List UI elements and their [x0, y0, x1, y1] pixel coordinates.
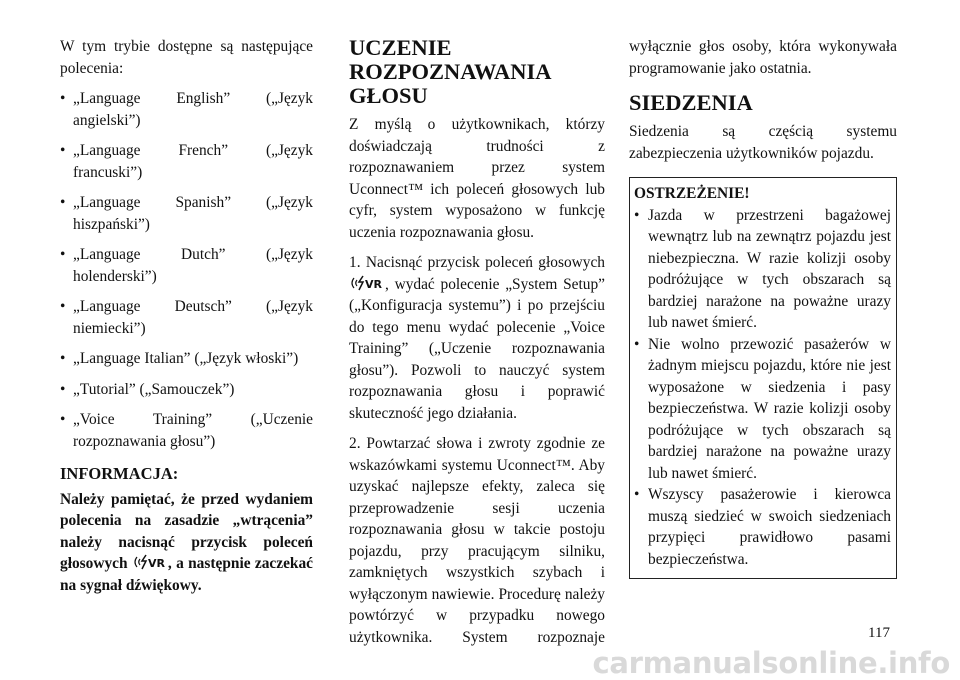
list-item: • „Language Spanish” („Język hiszpański”): [60, 192, 313, 235]
section-heading-voice-training: UCZENIE ROZPOZNAWANIA GŁOSU: [349, 35, 551, 108]
info-text: [60, 489, 313, 597]
step-1-start: 1. Nacisnąć przycisk poleceń głosowych: [349, 254, 605, 271]
seats-intro: Siedzenia są częścią systemu zabezpieczenia użytkowników pojazdu.: [629, 123, 897, 162]
step-2: 2. Powtarzać słowa i zwroty zgodnie ze wskazówkami systemu Uconnect™. Aby uzyskać najlepsze efekty, zaleca się przeprowadzenie sesji uczenia rozpoznawania głosu w takcie postoju pojazdu, przy pracującym silniku, zamkniętych wszystkich szybach i wyłączonym nawiewie. Procedurę należy powtórzyć w przypadku nowego użytkownika. System rozpoznaje: [349, 435, 605, 646]
warning-list: [634, 205, 891, 571]
list-item: • „Language French” („Język francuski”): [60, 140, 313, 183]
warning-box: [629, 177, 897, 579]
info-text-end: , a następnie zaczekać na sygnał dźwiękowy.: [60, 555, 313, 594]
voice-recognition-icon: [349, 275, 385, 291]
section-heading-seats: SIEDZENIA: [629, 90, 753, 115]
list-item: • „Language Deutsch” („Język niemiecki”): [60, 296, 313, 339]
watermark: carmanualsonline.info: [592, 645, 950, 680]
column-left: [60, 36, 313, 596]
svg-text:VR: VR: [147, 557, 165, 570]
command-list: [60, 88, 313, 452]
list-item: • „Voice Training” („Uczenie rozpoznawania głosu”): [60, 409, 313, 452]
step-1: [349, 252, 605, 424]
info-text-start: Należy pamiętać, że przed wydaniem polecenia na zasadzie „wtrącenia” należy nacisnąć przycisk poleceń głosowych: [60, 490, 313, 572]
warning-item: • Jazda w przestrzeni bagażowej wewnątrz lub na zewnątrz pojazdu jest niebezpieczna. W razie kolizji osoby podróżujące w tych obszarach są bardziej narażone na poważne urazy lub nawet śmierć.: [634, 205, 891, 334]
svg-text:VR: VR: [365, 277, 382, 291]
warning-item: • Wszyscy pasażerowie i kierowca muszą siedzieć w swoich siedzeniach przypięci prawidłowo pasami bezpieczeństwa.: [634, 484, 891, 570]
column-middle: [349, 36, 605, 670]
continuation-text: wyłącznie głos osoby, która wykonywała programowanie jako ostatnia.: [629, 38, 897, 77]
step-1-end: , wydać polecenie „System Setup” („Konfiguracja systemu”) i po przejściu do tego menu wydać polecenie „Voice Training” („Uczenie rozpoznawania głosu”). Pozwoli to nauczyć system rozpoznawania głosu i poprawić skuteczność jego działania.: [349, 275, 605, 422]
page-number: 117: [868, 625, 890, 641]
voice-recognition-icon: [132, 554, 168, 570]
warning-title: OSTRZEŻENIE!: [634, 185, 750, 202]
voice-training-intro: Z myślą o użytkownikach, którzy doświadczają trudności z rozpoznawaniem przez system Uconnect™ ich poleceń głosowych lub cyfr, system wyposażono w funkcję uczenia rozpoznawania głosu.: [349, 116, 605, 241]
info-heading: INFORMACJA:: [60, 464, 179, 483]
intro-text: W tym trybie dostępne są następujące polecenia:: [60, 38, 313, 77]
list-item: • „Language English” („Język angielski”): [60, 88, 313, 131]
column-right: [629, 36, 897, 579]
list-item: • „Language Italian” („Język włoski”): [60, 348, 313, 370]
list-item: • „Language Dutch” („Język holenderski”): [60, 244, 313, 287]
warning-item: • Nie wolno przewozić pasażerów w żadnym miejscu pojazdu, które nie jest wyposażone w siedzenia i pasy bezpieczeństwa. W razie kolizji osoby podróżujące w tych obszarach są bardziej narażone na poważne urazy lub nawet śmierć.: [634, 334, 891, 485]
list-item: • „Tutorial” („Samouczek”): [60, 379, 313, 401]
